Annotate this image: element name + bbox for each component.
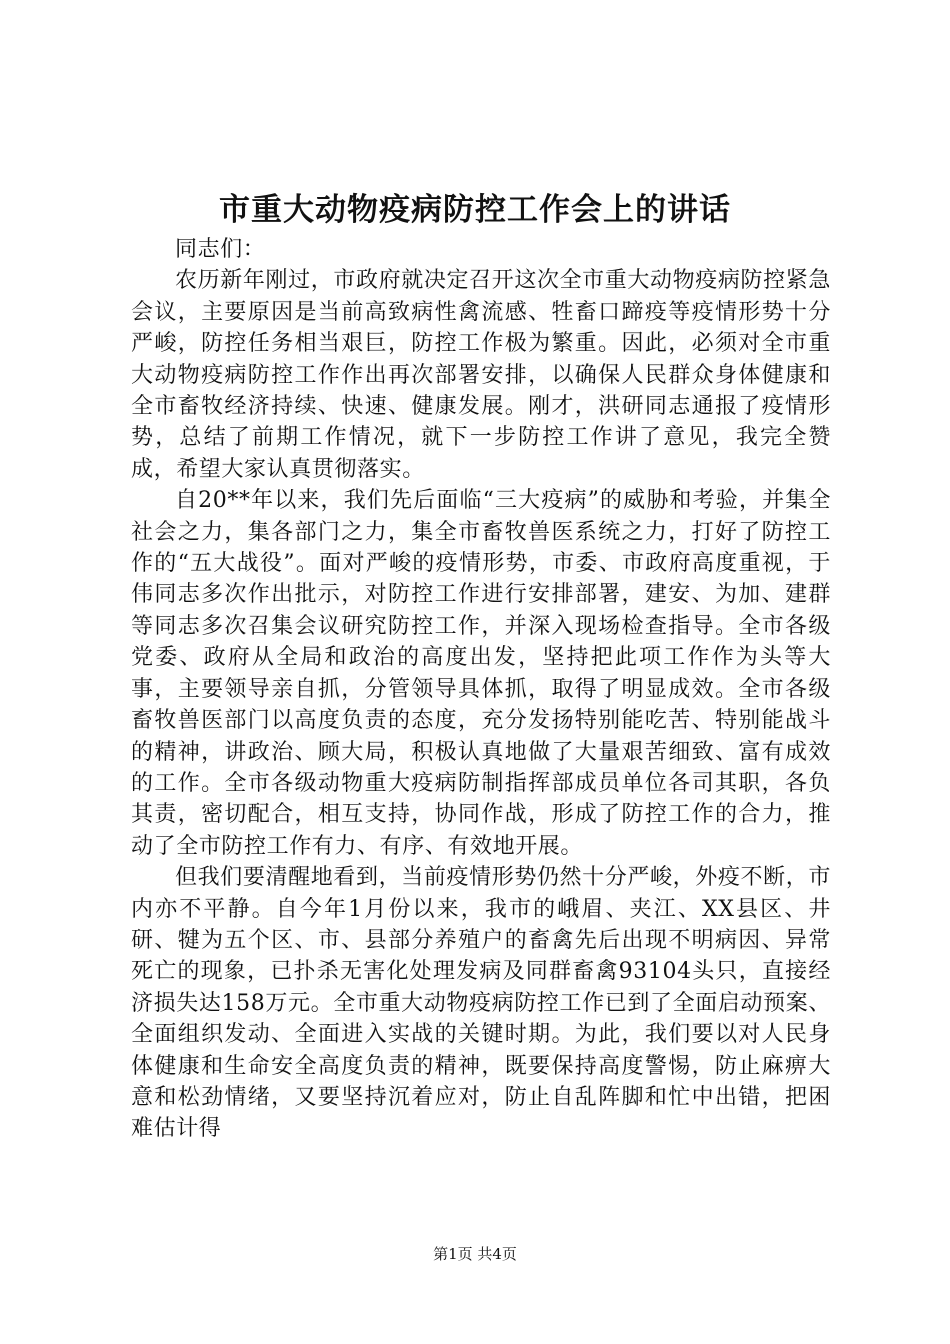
- document-title: 市重大动物疫病防控工作会上的讲话: [219, 192, 731, 228]
- paragraph-2: 自20**年以来，我们先后面临“三大疫病”的威胁和考验，并集全社会之力，集各部门之力，集全市畜牧兽医系统之力，打好了防控工作的“五大战役”。面对严峻的疫情形势，市委、市政府高度重视，于伟同志多次作出批示，对防控工作进行安排部署，建安、为加、建群等同志多次召集会议研究防控工作，并深入现场检查指导。全市各级党委、政府从全局和政治的高度出发，坚持把此项工作作为头等大事，主要领导亲自抓，分管领导具体抓，取得了明显成效。全市各级畜牧兽医部门以高度负责的态度，充分发扬特别能吃苦、特别能战斗的精神，讲政治、顾大局，积极认真地做了大量艰苦细致、富有成效的工作。全市各级动物重大疫病防制指挥部成员单位各司其职，各负其责，密切配合，相互支持，协同作战，形成了防控工作的合力，推动了全市防控工作有力、有序、有效地开展。: [131, 488, 831, 859]
- page-number-footer: 第1页 共4页: [433, 1245, 517, 1263]
- paragraph-3: 但我们要清醒地看到，当前疫情形势仍然十分严峻，外疫不断，市内亦不平静。自今年1月份以来，我市的峨眉、夹江、XX县区、井研、犍为五个区、市、县部分养殖户的畜禽先后出现不明病因、异常死亡的现象，已扑杀无害化处理发病及同群畜禽93104头只，直接经济损失达158万元。全市重大动物疫病防控工作已到了全面启动预案、全面组织发动、全面进入实战的关键时期。为此，我们要以对人民身体健康和生命安全高度负责的精神，既要保持高度警惕，防止麻痹大意和松劲情绪，又要坚持沉着应对，防止自乱阵脚和忙中出错，把困难估计得: [131, 865, 831, 1142]
- salutation: 同志们：: [175, 237, 266, 262]
- paragraph-1: 农历新年刚过，市政府就决定召开这次全市重大动物疫病防控紧急会议，主要原因是当前高致病性禽流感、牲畜口蹄疫等疫情形势十分严峻，防控任务相当艰巨，防控工作极为繁重。因此，必须对全市重大动物疫病防控工作作出再次部署安排，以确保人民群众身体健康和全市畜牧经济持续、快速、健康发展。刚才，洪研同志通报了疫情形势，总结了前期工作情况，就下一步防控工作讲了意见，我完全赞成，希望大家认真贯彻落实。: [131, 268, 831, 482]
- document-body: [131, 234, 831, 1145]
